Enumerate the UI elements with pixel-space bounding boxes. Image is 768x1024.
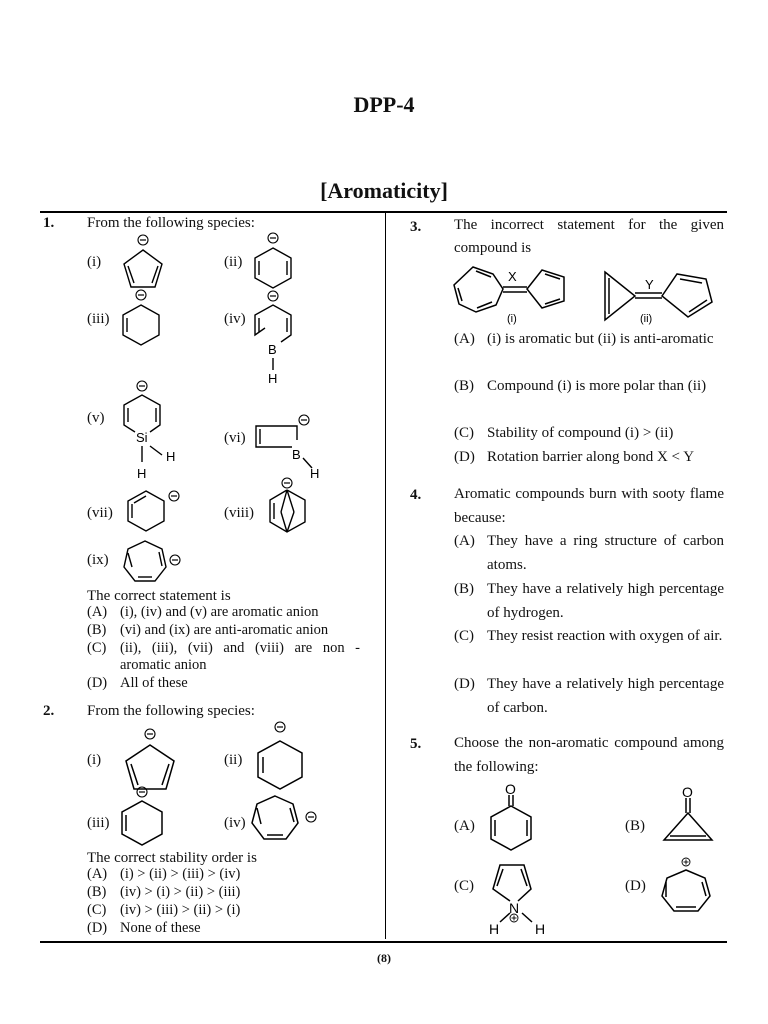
q5-label-d[interactable]: (D) — [625, 878, 646, 894]
q1-label-iii: (iii) — [87, 311, 110, 327]
q1-option-d-tag: (D) — [87, 675, 108, 691]
q5-label-b[interactable]: (B) — [625, 818, 645, 834]
q1-label-ix: (ix) — [87, 552, 109, 568]
q5-a-oxygen: O — [505, 781, 516, 797]
topic-heading: [Aromaticity] — [320, 178, 448, 203]
q4-option-c-tag: (C) — [454, 628, 474, 644]
q3-label-y: Y — [645, 277, 654, 292]
q1-option-c-text: (ii), (iii), (vii) and (viii) are non - — [120, 640, 360, 656]
q1-iv-boron: B — [268, 342, 277, 357]
q3-option-d-text: Rotation barrier along bond X < Y — [487, 449, 695, 465]
q1-option-c-continued: aromatic anion — [120, 657, 207, 673]
q3-label-x: X — [508, 269, 517, 284]
q1-v-hydrogen-2: H — [166, 449, 176, 464]
q1-option-b-text: (vi) and (ix) are anti-aromatic anion — [120, 622, 329, 638]
q3-label-ii: (ii) — [640, 313, 653, 325]
q5-c-hydrogen-1: H — [489, 921, 500, 937]
question-3-number: 3. — [410, 219, 422, 235]
q5-structure-b — [664, 798, 712, 840]
q1-label-vii: (vii) — [87, 505, 113, 521]
q2-option-c-tag: (C) — [87, 902, 107, 918]
q5-structure-d — [662, 858, 710, 911]
question-2-stem: From the following species: — [87, 703, 255, 719]
q1-vi-hydrogen: H — [310, 466, 320, 481]
q3-option-c-text: Stability of compound (i) > (ii) — [487, 425, 674, 441]
q2-option-c-text: (iv) > (iii) > (ii) > (i) — [120, 902, 241, 918]
page-number: (8) — [377, 951, 391, 965]
question-3-stem-line1: The incorrect statement for the given — [454, 217, 724, 233]
question-5-number: 5. — [410, 736, 422, 752]
q3-label-i: (i) — [507, 313, 517, 325]
q1-label-v: (v) — [87, 410, 105, 426]
q5-c-hydrogen-2: H — [535, 921, 546, 937]
question-4-number: 4. — [410, 487, 422, 503]
q2-label-iv: (iv) — [224, 815, 246, 831]
q2-option-a-text: (i) > (ii) > (iii) > (iv) — [120, 866, 241, 882]
q5-label-c[interactable]: (C) — [454, 878, 474, 894]
q1-option-c-tag: (C) — [87, 640, 107, 656]
q2-label-iii: (iii) — [87, 815, 110, 831]
q1-v-silicon: Si — [136, 430, 148, 445]
q5-structure-a — [491, 795, 531, 850]
question-5-stem: Choose the non-aromatic compound among the following: — [454, 735, 724, 775]
q2-option-d-text: None of these — [120, 920, 201, 936]
q3-option-a-tag: (A) — [454, 331, 475, 347]
q2-option-b-text: (iv) > (i) > (ii) > (iii) — [120, 884, 241, 900]
q2-option-b-tag: (B) — [87, 884, 107, 900]
q1-label-ii: (ii) — [224, 254, 243, 270]
q5-label-a[interactable]: (A) — [454, 818, 475, 834]
q4-option-a-tag: (A) — [454, 533, 475, 549]
q1-option-a-text: (i), (iv) and (v) are aromatic anion — [120, 604, 319, 620]
question-1-stem: From the following species: — [87, 215, 255, 231]
q2-label-ii: (ii) — [224, 752, 243, 768]
q5-b-oxygen: O — [682, 784, 693, 800]
q1-label-viii: (viii) — [224, 505, 254, 521]
question-4-stem: Aromatic compounds burn with sooty flame because: — [454, 486, 724, 526]
q2-option-a-tag: (A) — [87, 866, 108, 882]
q2-prompt: The correct stability order is — [87, 850, 257, 866]
page-title: DPP-4 — [353, 92, 415, 117]
q1-label-iv: (iv) — [224, 311, 246, 327]
question-1-number: 1. — [43, 215, 55, 231]
q1-option-b-tag: (B) — [87, 622, 107, 638]
q3-option-c-tag: (C) — [454, 425, 474, 441]
q4-option-c-text: They resist reaction with oxygen of air. — [487, 628, 723, 644]
q1-label-i: (i) — [87, 254, 102, 270]
q4-option-b-text: They have a relatively high percentage of hydrogen. — [487, 581, 724, 621]
q5-c-nitrogen: N — [509, 900, 520, 916]
q4-option-a-text: They have a ring structure of carbon atoms. — [487, 533, 724, 573]
q4-option-d-tag: (D) — [454, 676, 475, 692]
q1-vi-boron: B — [292, 447, 301, 462]
q2-option-d-tag: (D) — [87, 920, 108, 936]
q1-v-hydrogen-1: H — [137, 466, 147, 481]
q1-option-a-tag: (A) — [87, 604, 108, 620]
question-3-stem-line2: compound is — [454, 240, 532, 256]
q1-prompt: The correct statement is — [87, 588, 231, 604]
question-2-number: 2. — [43, 703, 55, 719]
q3-option-a-text: (i) is aromatic but (ii) is anti-aromatic — [487, 331, 714, 347]
q2-label-i: (i) — [87, 752, 102, 768]
q1-label-vi: (vi) — [224, 430, 246, 446]
q3-option-d-tag: (D) — [454, 449, 475, 465]
q1-option-d-text: All of these — [120, 675, 188, 691]
q1-iv-hydrogen: H — [268, 371, 278, 386]
q3-option-b-tag: (B) — [454, 378, 474, 394]
q3-option-b-text: Compound (i) is more polar than (ii) — [487, 378, 707, 394]
q4-option-d-text: They have a relatively high percentage of carbon. — [487, 676, 724, 716]
q4-option-b-tag: (B) — [454, 581, 474, 597]
